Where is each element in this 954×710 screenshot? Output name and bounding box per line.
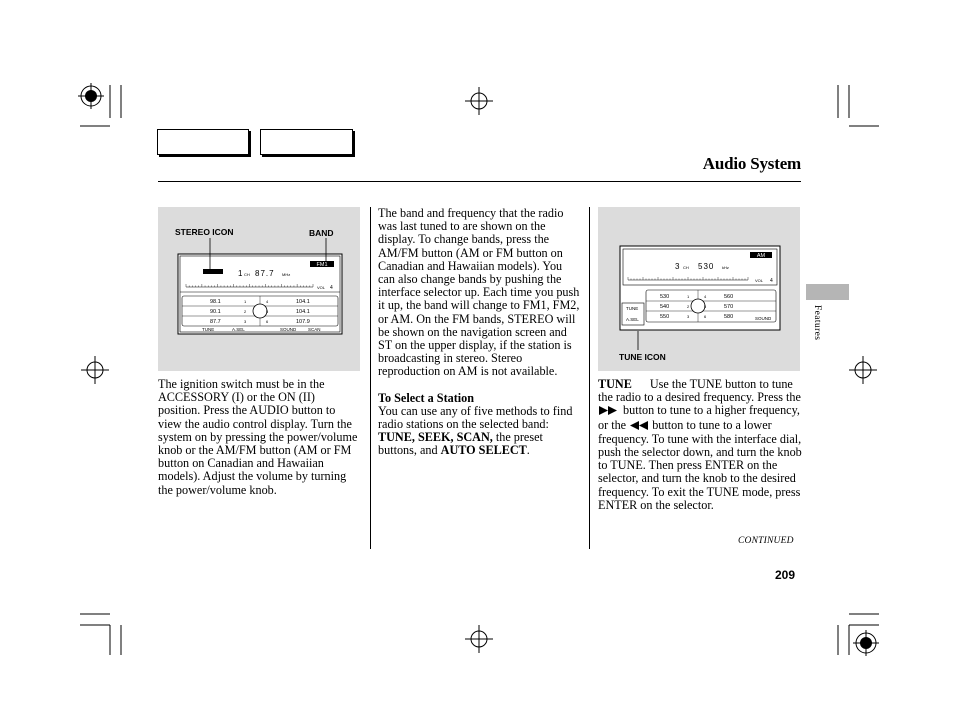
section-tab-label: Features <box>812 305 822 341</box>
fm-scan-button: SCAN <box>308 327 321 332</box>
preset-3-freq: 87.7 <box>210 319 221 325</box>
svg-text:1: 1 <box>244 299 247 304</box>
continued-note: CONTINUED <box>738 536 794 546</box>
svg-text:6: 6 <box>704 314 707 319</box>
tune-term: TUNE <box>598 377 632 391</box>
am-preset-5-freq: 570 <box>724 304 734 310</box>
am-radio-screen <box>598 207 800 371</box>
preset-1-freq: 98.1 <box>210 299 221 305</box>
fm-asel-button: A.SEL <box>232 327 245 332</box>
preset-6-freq: 107.9 <box>296 319 310 325</box>
column-3-text <box>598 378 804 512</box>
intro-paragraph: The ignition switch must be in the ACCESSORY (I) or the ON (II) position. Press the AUDIO button to view the audio control display. Turn the system on by pressing the power/volume knob or the AM/FM button (AM or FM button on Canadian and Hawaiian models). Adjust the volume by turning the power/volume knob. <box>158 377 358 497</box>
svg-text:2: 2 <box>244 309 247 314</box>
am-preset-1-freq: 530 <box>660 294 670 300</box>
column-1-text <box>158 378 360 497</box>
svg-text:2: 2 <box>687 304 690 309</box>
page-number: 209 <box>775 568 796 582</box>
band-paragraph: The band and frequency that the radio was last tuned to are shown on the display. To change bands, press the AM/FM button (AM or FM button on Canadian and Hawaiian models). You can also change bands by pushing the interface selector up. Each time you push it up, the band will change to FM1, FM2, or AM. On the FM bands, STEREO will be shown on the navigation screen and ST on the upper display, if the station is broadcasting in stereo. Stereo reproduction on AM is not available. <box>378 206 580 379</box>
svg-text:1: 1 <box>238 269 243 278</box>
svg-text:VOL: VOL <box>317 285 326 290</box>
band-indicator: FM1 <box>316 262 328 268</box>
stereo-icon <box>203 269 223 274</box>
svg-text:CH: CH <box>244 272 250 277</box>
am-preset-4-freq: 560 <box>724 294 734 300</box>
svg-text:VOL: VOL <box>755 278 764 283</box>
preset-4-freq: 104.1 <box>296 299 310 305</box>
header-tab-box-2 <box>260 129 353 155</box>
fm-sound-button: SOUND <box>280 327 297 332</box>
fm-display-figure <box>158 207 360 371</box>
svg-text:CH: CH <box>683 265 689 270</box>
am-band-indicator: AM <box>756 253 766 259</box>
band-label: BAND <box>309 228 334 238</box>
stereo-icon-label: STEREO ICON <box>175 227 234 237</box>
svg-text:4: 4 <box>770 278 773 284</box>
am-tune-button: TUNE <box>626 306 639 311</box>
am-sound-button: SOUND <box>755 316 772 321</box>
fm-frequency: 87.7 <box>255 269 275 278</box>
column-2-text <box>378 207 580 458</box>
header-rule <box>158 181 801 182</box>
svg-text:3: 3 <box>687 314 690 319</box>
am-preset-3-freq: 550 <box>660 314 670 320</box>
svg-text:4: 4 <box>266 299 269 304</box>
svg-text:4: 4 <box>704 294 707 299</box>
am-display-figure <box>598 207 800 371</box>
preset-5-freq: 104.1 <box>296 309 310 315</box>
header-tab-box-1 <box>157 129 249 155</box>
registration-mark-top-left <box>78 83 104 109</box>
svg-text:kHz: kHz <box>722 265 729 270</box>
select-station-heading: To Select a Station <box>378 390 475 405</box>
page-title: Audio System <box>702 154 801 173</box>
svg-text:1: 1 <box>687 294 690 299</box>
am-preset-2-freq: 540 <box>660 304 670 310</box>
am-preset-6-freq: 580 <box>724 314 734 320</box>
tune-paragraph: TUNE Use the TUNE button to tune the radio to a desired frequency. Press the button to tune to a higher frequency, or the button to tune to a lower frequency. To tune with the interface dial, push the selector down, and turn the knob to TUNE. Then press ENTER on the selector, and turn the knob to the desired frequency. To exit the TUNE mode, press ENTER on the selector. <box>598 377 802 512</box>
svg-text:4: 4 <box>330 285 333 291</box>
am-asel-button: A.SEL <box>626 317 639 322</box>
registration-mark-bottom-right <box>853 630 879 656</box>
column-divider-1 <box>370 207 371 549</box>
svg-text:5: 5 <box>704 304 707 309</box>
svg-text:6: 6 <box>266 319 269 324</box>
am-frequency: 530 <box>698 262 715 271</box>
fm-tune-button: TUNE <box>202 327 215 332</box>
tune-icon-label: TUNE ICON <box>619 352 666 362</box>
column-divider-2 <box>589 207 590 549</box>
select-station-paragraph: You can use any of five methods to find radio stations on the selected band: TUNE, SEEK, SCAN, the preset buttons, and AUTO SELECT. <box>378 403 573 458</box>
svg-text:5: 5 <box>266 309 269 314</box>
preset-2-freq: 90.1 <box>210 309 221 315</box>
fm-radio-screen <box>158 207 360 371</box>
svg-text:3: 3 <box>675 262 680 271</box>
svg-text:MHz: MHz <box>282 272 291 277</box>
section-tab <box>806 284 849 300</box>
svg-text:3: 3 <box>244 319 247 324</box>
